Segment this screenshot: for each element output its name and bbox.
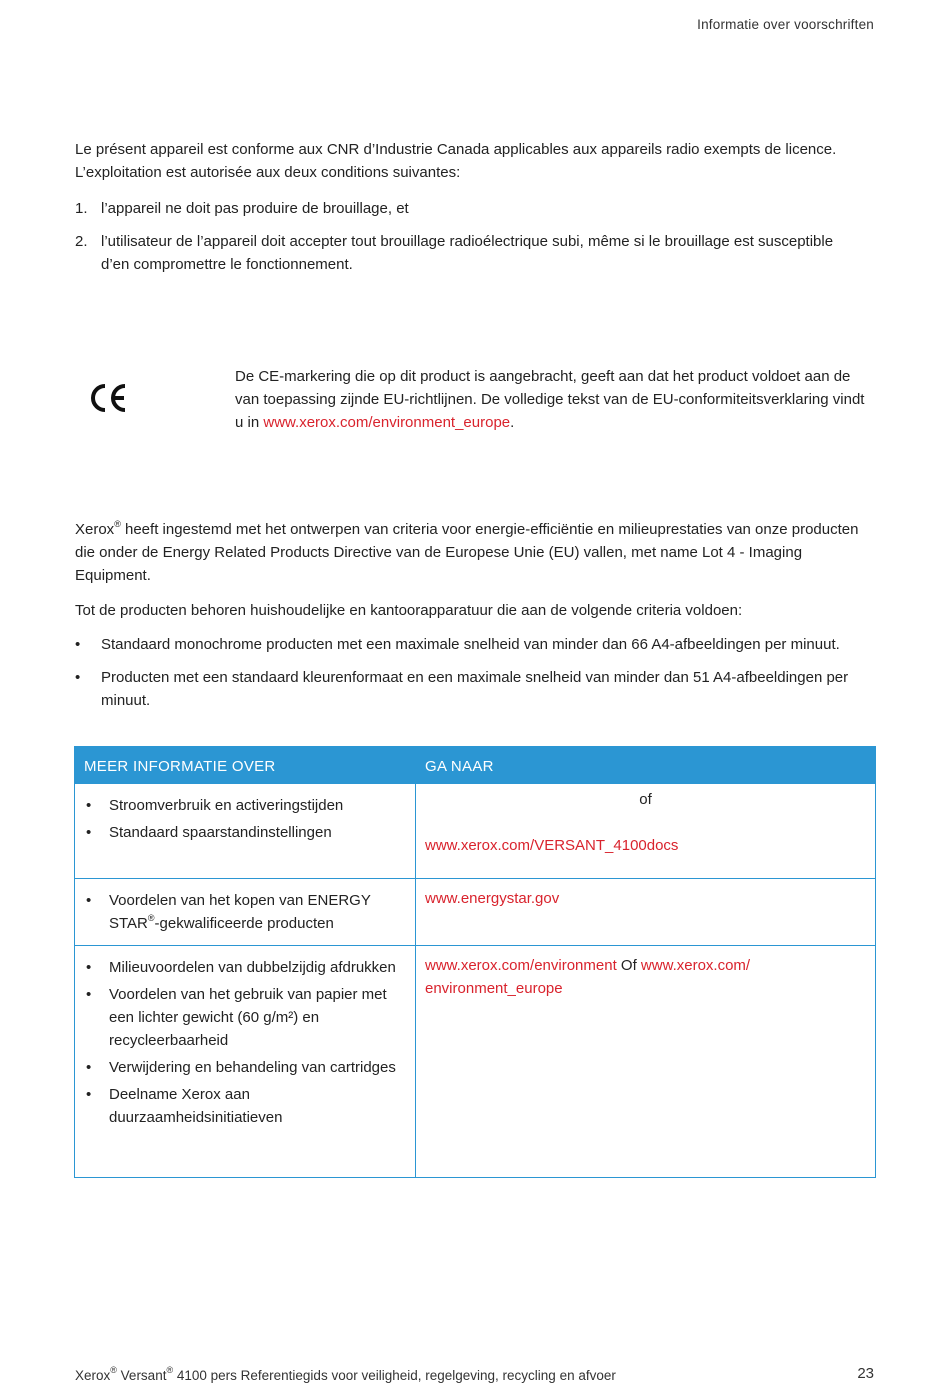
registered-mark: ® bbox=[110, 1365, 117, 1375]
energy-intro-text: heeft ingestemd met het ontwerpen van criteria voor energie-efficiëntie en milieuprestaties van onze producten die onder de Energy Related Products Directive van de Europese Unie (EU) vallen, met name Lot 4 - Imaging Equipment. bbox=[75, 521, 859, 584]
list-item-text: Verwijdering en behandeling van cartridges bbox=[109, 1059, 396, 1076]
list-item bbox=[75, 230, 865, 276]
ce-marking-text bbox=[235, 365, 865, 434]
product-name: Versant bbox=[116, 1368, 167, 1383]
column-header-goto: GA NAAR bbox=[416, 747, 876, 784]
table-cell-links bbox=[416, 946, 876, 1178]
list-item bbox=[75, 666, 865, 712]
environment-europe-link[interactable]: www.xerox.com/environment_europe bbox=[263, 414, 511, 431]
or-text: of bbox=[639, 791, 652, 808]
registered-mark: ® bbox=[114, 519, 121, 529]
list-item-text-end: -gekwalificeerde producten bbox=[154, 915, 334, 932]
table-row bbox=[75, 879, 876, 946]
list-item-text: Standaard spaarstandinstellingen bbox=[109, 824, 332, 841]
bullet-icon: • bbox=[75, 636, 81, 653]
canada-conditions-list bbox=[75, 197, 865, 286]
list-item bbox=[84, 889, 406, 935]
list-item-text: Producten met een standaard kleurenformaat en een maximale snelheid van minder dan 51 A4-afbeeldingen per minuut. bbox=[101, 669, 849, 709]
energystar-link[interactable]: www.energystar.gov bbox=[425, 890, 560, 907]
list-item bbox=[75, 633, 865, 656]
bullet-icon: • bbox=[86, 824, 92, 841]
running-header: Informatie over voorschriften bbox=[697, 17, 874, 32]
table-cell-topics bbox=[75, 879, 416, 946]
brand-name: Xerox bbox=[75, 521, 115, 538]
table-cell-topics bbox=[75, 784, 416, 879]
registered-mark: ® bbox=[166, 1365, 174, 1375]
ce-text-body: De CE-markering die op dit product is aangebracht, geeft aan dat het product voldoet aan de van toepassing zijnde EU-richtlijnen. De volledige tekst van de EU-conformiteitsverklaring vindt u in bbox=[235, 368, 865, 431]
column-header-info: MEER INFORMATIE OVER bbox=[75, 747, 416, 784]
list-item-text: Stroomverbruik en activeringstijden bbox=[109, 797, 344, 814]
environment-link[interactable]: www.xerox.com/environment bbox=[425, 957, 617, 974]
bullet-icon: • bbox=[86, 959, 92, 976]
footer-document-title bbox=[75, 1364, 616, 1387]
bullet-icon: • bbox=[86, 986, 92, 1003]
versant-docs-link[interactable]: www.xerox.com/VERSANT_4100docs bbox=[425, 837, 679, 854]
list-item-text: Deelname Xerox aan duurzaamheidsinitiatieven bbox=[109, 1086, 283, 1126]
table-row bbox=[75, 784, 876, 879]
table-cell-links bbox=[416, 784, 876, 879]
energy-intro-paragraph bbox=[75, 518, 875, 587]
list-item-text: Milieuvoordelen van dubbelzijdig afdrukken bbox=[109, 959, 396, 976]
table-cell-links bbox=[416, 879, 876, 946]
table-header-row bbox=[75, 747, 876, 784]
list-item bbox=[75, 197, 865, 220]
list-number: 2. bbox=[75, 233, 88, 250]
bullet-icon: • bbox=[86, 1086, 92, 1103]
ce-logo-icon bbox=[88, 378, 128, 418]
list-item bbox=[84, 956, 406, 979]
bullet-icon: • bbox=[86, 1059, 92, 1076]
table-cell-topics bbox=[75, 946, 416, 1178]
criteria-list bbox=[75, 633, 865, 722]
list-item bbox=[84, 1083, 406, 1129]
or-text: Of bbox=[616, 957, 641, 974]
bullet-icon: • bbox=[75, 669, 81, 686]
list-item-text: Voordelen van het gebruik van papier met een lichter gewicht (60 g/m²) en recycleerbaarheid bbox=[109, 986, 387, 1049]
list-item-text: l’utilisateur de l’appareil doit accepter tout brouillage radioélectrique subi, même si le brouillage est susceptible d’en compromettre le fonctionnement. bbox=[101, 233, 834, 273]
footer-title-rest: 4100 pers Referentiegids voor veiligheid, regelgeving, recycling en afvoer bbox=[173, 1368, 616, 1383]
list-number: 1. bbox=[75, 200, 88, 217]
list-item-text: Voordelen van het kopen van ENERGY STAR bbox=[109, 892, 371, 932]
bullet-icon: • bbox=[86, 797, 92, 814]
list-item bbox=[84, 794, 406, 817]
environment-europe-link[interactable]: www.xerox.com/ environment_europe bbox=[425, 957, 751, 997]
page-number: 23 bbox=[857, 1365, 874, 1382]
brand-name: Xerox bbox=[75, 1368, 111, 1383]
list-item bbox=[84, 983, 406, 1052]
registered-mark: ® bbox=[147, 913, 155, 923]
list-item-text: l’appareil ne doit pas produire de brouillage, et bbox=[101, 200, 409, 217]
list-item-text: Standaard monochrome producten met een maximale snelheid van minder dan 66 A4-afbeeldingen per minuut. bbox=[101, 636, 840, 653]
bullet-icon: • bbox=[86, 892, 92, 909]
criteria-intro: Tot de producten behoren huishoudelijke en kantoorapparatuur die aan de volgende criteria voldoen: bbox=[75, 602, 743, 619]
canada-paragraph: Le présent appareil est conforme aux CNR d’Industrie Canada applicables aux appareils radio exempts de licence. L’exploitation est autorisée aux deux conditions suivantes: bbox=[75, 141, 837, 181]
table-row bbox=[75, 946, 876, 1178]
list-item bbox=[84, 1056, 406, 1079]
info-table bbox=[74, 746, 876, 1178]
ce-text-end: . bbox=[510, 414, 515, 431]
list-item bbox=[84, 821, 406, 844]
